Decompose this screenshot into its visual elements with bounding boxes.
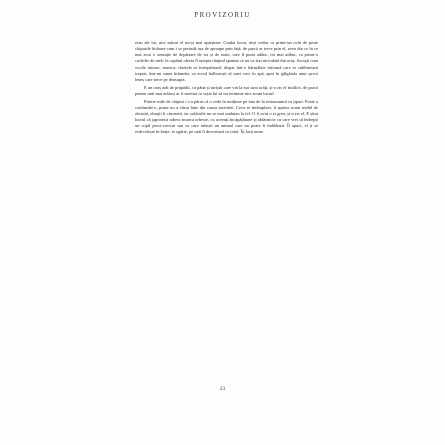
paragraph: Printre mile de chipuri i s-a părut că o vede în mulțime pe fata de la restaurantul cu țipari. Poate a confundat-o, poate nu a văzut bine din cauza insecării. Ceva se întâmplase, îi apărea acum teribil de obosită, obrajii îi căzuseră, iar șoldurile nu se mai unduiau la fel. O fi avut o zi grea, și-a zis el. E știut lucrul că japonezii iubesc munca orbește, cu aceeași încăpățânare și râdărnicie cu care vrei să îndrepți un copil prost-crescut sau cu care iubești un animal care nu poate fi îmblânzit. Îl apuci, el ți se zvârcolește în brațe, te zgârie, pe unii îi devorează cu totul. Îți lasă urme. (135, 98, 318, 135)
running-head: PROVIZORIU (194, 11, 251, 19)
paragraph: erau ale lui, nici măcar el nu-și mai aparținea. Ciudat lucru, deși vedea ca printr-un ochi de peste chipurile hidoase cum i se perindă așa de aproape prin față, de parcă ar trece prin el, avea din ce în ce mai acut o senzație de depărtare de tot și de toate, care îl purta adânc, tot mai adânc, ca printr-o cochilie de melc la capătul căreia îl aștepta rânjind spaima că nu va ieși niciodată din oraș. Ascuțit cum vocile tuturor, muzica, râsetele se întrepătrund, dispar într-o hărmălaie informă care se sublimează treptat, într-un sunet înfundat, ca ecoul bolboroșit al unei voci în apă, apoi în gâlgâiala unui șuvoi leneș care trece pe deasupra. (135, 40, 318, 82)
body-text (135, 40, 318, 136)
paragraph: E un oraș atât de prăpădit, că până și turiștii care vin la noi sunt urâți, și-a zis el încâlcit, de parcă pentru unii mai arătoși ar fi meritat ca soția lui să nu terimine nici acum lucrul. (135, 84, 318, 96)
page-number: 23 (219, 386, 226, 392)
